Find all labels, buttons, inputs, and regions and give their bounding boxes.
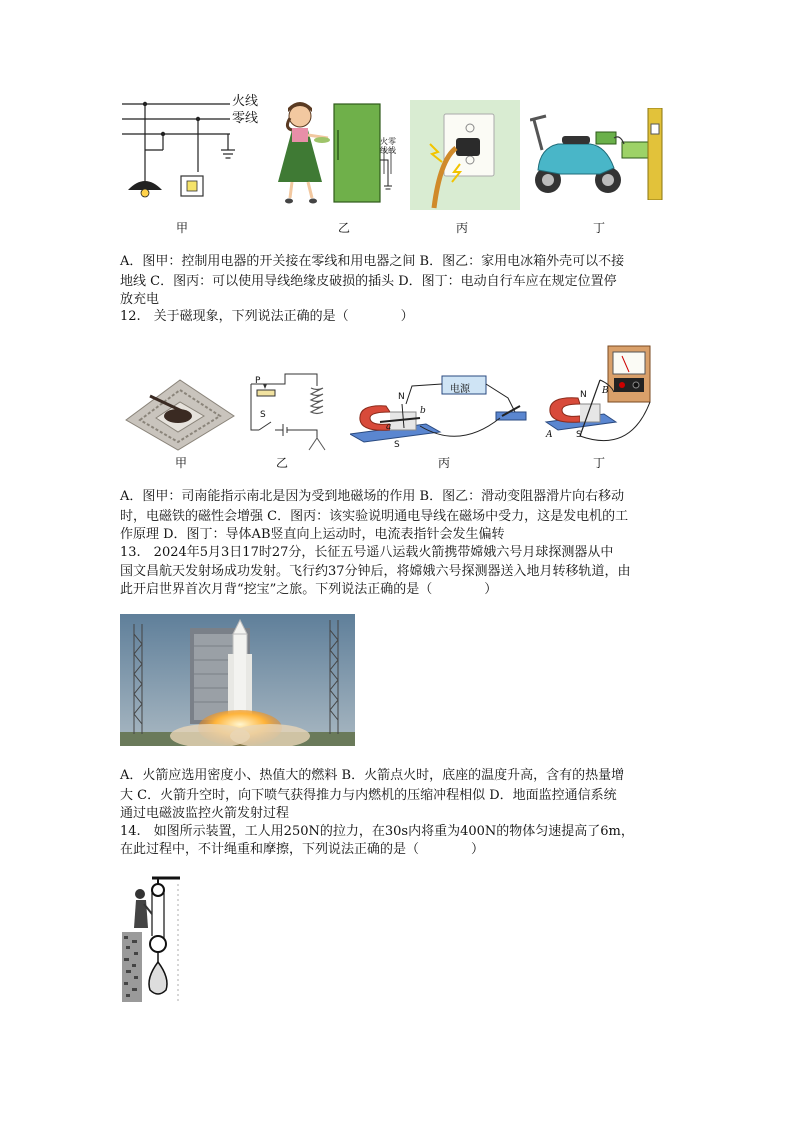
q13-stem-line: 13. 2024年5月3日17时27分，长征五号遥八运载火箭携带嫦娥六号月球探测器从中 xyxy=(120,545,614,560)
pole-n-label: N xyxy=(580,390,587,400)
point-b-label: B xyxy=(602,386,609,396)
q11-caption-yi: 乙 xyxy=(338,221,351,235)
q11-option-line: A．图甲：控制用电器的开关接在零线和用电器之间 B．图乙：家用电冰箱外壳可以不接 xyxy=(120,254,625,269)
q13-stem-line: 此开启世界首次月背“挖宝”之旅。下列说法正确的是（ ） xyxy=(120,582,498,597)
q11-caption-ding: 丁 xyxy=(593,221,606,235)
pole-n-label: N xyxy=(398,392,405,402)
point-a-label: a xyxy=(386,422,392,432)
q11-figure-ding xyxy=(530,108,665,200)
q12-caption-ding: 丁 xyxy=(593,456,606,470)
q14-stem-line: 在此过程中，不计绳重和摩擦，下列说法正确的是（ ） xyxy=(120,842,485,857)
point-a-label: A xyxy=(546,430,553,440)
q11-figure-yi xyxy=(278,100,398,210)
slider-label-p: P xyxy=(255,376,261,386)
q12-figure-yi xyxy=(247,372,332,452)
wire-note-2: 线线 xyxy=(380,146,396,155)
q13-option-line: 大 C．火箭升空时，向下喷气获得推力与内燃机的压缩冲程相似 D．地面监控通信系统 xyxy=(120,788,617,803)
q11-figure-jia xyxy=(118,92,268,207)
q12-figure-jia xyxy=(120,372,240,452)
q12-caption-yi: 乙 xyxy=(276,456,289,470)
q11-figure-bing xyxy=(410,100,520,210)
q12-caption-jia: 甲 xyxy=(175,456,188,470)
q11-caption-jia: 甲 xyxy=(176,221,189,235)
power-source-label: 电源 xyxy=(450,384,470,395)
q12-stem: 12. 关于磁现象，下列说法正确的是（ ） xyxy=(120,309,414,324)
q14-stem-line: 14. 如图所示装置，工人用250N的拉力，在30s内将重为400N的物体匀速提高了6m， xyxy=(120,824,634,839)
q12-option-line: 作原理 D．图丁：导体AB竖直向上运动时，电流表指针会发生偏转 xyxy=(120,527,505,542)
q12-option-line: 时，电磁铁的磁性会增强 C．图丙：该实验说明通电导线在磁场中受力，这是发电机的工 xyxy=(120,509,629,524)
q12-caption-bing: 丙 xyxy=(438,456,451,470)
point-b-label: b xyxy=(420,406,426,416)
q11-caption-bing: 丙 xyxy=(456,221,469,235)
wire-note-1: 火零 xyxy=(380,137,396,146)
neutral-wire-label: 零线 xyxy=(232,111,259,126)
q11-option-line: 地线 C．图丙：可以使用导线绝缘皮破损的插头 D．图丁：电动自行车应在规定位置停 xyxy=(120,274,617,289)
pole-s-label: S xyxy=(394,440,400,450)
q13-stem-line: 国文昌航天发射场成功发射。飞行约37分钟后，将嫦娥六号探测器送入地月转移轨道，由 xyxy=(120,564,631,579)
pulley-worker-figure xyxy=(118,874,188,1006)
q12-figure-bing xyxy=(350,372,530,452)
switch-label-s: S xyxy=(260,410,266,420)
q12-figure-ding xyxy=(540,344,660,452)
q11-option-line: 放充电 xyxy=(120,292,160,307)
q13-option-line: A．火箭应选用密度小、热值大的燃料 B．火箭点火时，底座的温度升高，含有的热量增 xyxy=(120,768,625,783)
rocket-launch-photo xyxy=(120,614,355,746)
pole-s-label: S xyxy=(576,430,582,440)
q13-option-line: 通过电磁波监控火箭发射过程 xyxy=(120,806,290,821)
q12-option-line: A．图甲：司南能指示南北是因为受到地磁场的作用 B．图乙：滑动变阻器滑片向右移动 xyxy=(120,489,625,504)
live-wire-label: 火线 xyxy=(232,94,259,109)
